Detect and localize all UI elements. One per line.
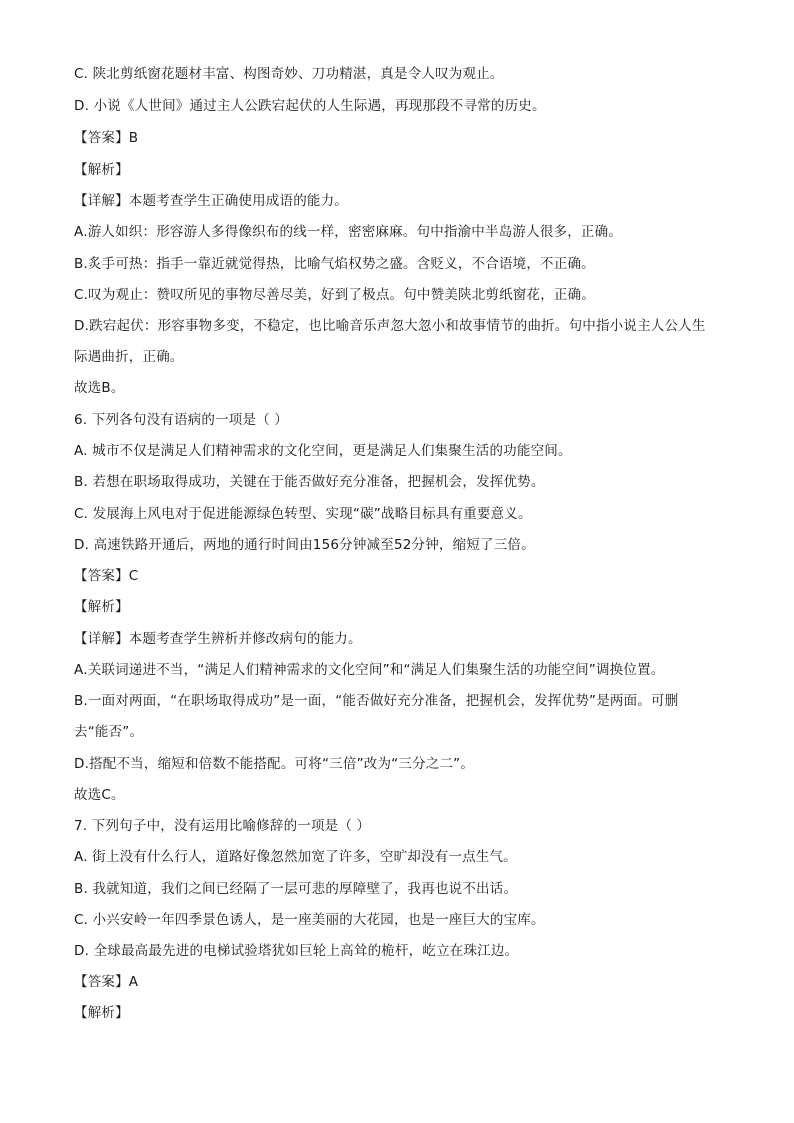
explanation-c: C.叹为观止：赞叹所见的事物尽善尽美，好到了极点。句中赞美陕北剪纸窗花，正确。 <box>74 287 596 303</box>
question-6-stem: 6. 下列各句没有语病的一项是（ ） <box>74 412 289 428</box>
explanation-d: D.跌宕起伏：形容事物多变，不稳定，也比喻音乐声忽大忽小和故事情节的曲折。句中指小说主人公人生 <box>74 318 706 334</box>
answer-label: 【答案】A <box>74 974 139 990</box>
detail-line: 【详解】本题考查学生辨析并修改病句的能力。 <box>74 631 362 647</box>
option-c-line: C. 陕北剪纸窗花题材丰富、构图奇妙、刀功精湛，真是令人叹为观止。 <box>74 66 504 82</box>
analysis-label: 【解析】 <box>74 162 129 178</box>
question-6-option-c: C. 发展海上风电对于促进能源绿色转型、实现“碳”战略目标具有重要意义。 <box>74 506 532 522</box>
detail-line: 【详解】本题考查学生正确使用成语的能力。 <box>74 193 348 209</box>
conclusion-line: 故选B。 <box>74 380 125 396</box>
option-d-line: D. 小说《人世间》通过主人公跌宕起伏的人生际遇，再现那段不寻常的历史。 <box>74 98 546 114</box>
explanation-d-cont: 际遇曲折，正确。 <box>74 349 184 365</box>
explanation-b-cont: 去“能否”。 <box>74 724 144 740</box>
question-6-option-a: A. 城市不仅是满足人们精神需求的文化空间，更是满足人们集聚生活的功能空间。 <box>74 443 572 459</box>
explanation-a: A.关联词递进不当，“满足人们精神需求的文化空间”和“满足人们集聚生活的功能空间”调换位置。 <box>74 662 665 678</box>
question-7-option-c: C. 小兴安岭一年四季景色诱人，是一座美丽的大花园，也是一座巨大的宝库。 <box>74 912 545 928</box>
question-6-option-b: B. 若想在职场取得成功，关键在于能否做好充分准备，把握机会，发挥优势。 <box>74 474 545 490</box>
explanation-a: A.游人如织：形容游人多得像织布的线一样，密密麻麻。句中指渝中半岛游人很多，正确。 <box>74 224 622 240</box>
analysis-label: 【解析】 <box>74 599 129 615</box>
conclusion-line: 故选C。 <box>74 787 125 803</box>
answer-label: 【答案】B <box>74 130 139 146</box>
explanation-d: D.搭配不当，缩短和倍数不能搭配。可将“三倍”改为“三分之二”。 <box>74 756 475 772</box>
question-7-option-a: A. 街上没有什么行人，道路好像忽然加宽了许多，空旷却没有一点生气。 <box>74 849 517 865</box>
explanation-b: B.一面对两面，“在职场取得成功”是一面，“能否做好充分准备，把握机会，发挥优势”是两面。可删 <box>74 693 679 709</box>
explanation-b: B.炙手可热：指手一靠近就觉得热，比喻气焰权势之盛。含贬义，不合语境，不正确。 <box>74 256 595 272</box>
question-7-option-d: D. 全球最高最先进的电梯试验塔犹如巨轮上高耸的桅杆，屹立在珠江边。 <box>74 943 519 959</box>
answer-label: 【答案】C <box>74 568 139 584</box>
analysis-label: 【解析】 <box>74 1005 129 1021</box>
question-6-option-d: D. 高速铁路开通后，两地的通行时间由156分钟减至52分钟，缩短了三倍。 <box>74 537 535 553</box>
question-7-option-b: B. 我就知道，我们之间已经隔了一层可悲的厚障壁了，我再也说不出话。 <box>74 881 518 897</box>
question-7-stem: 7. 下列句子中，没有运用比喻修辞的一项是（ ） <box>74 818 371 834</box>
